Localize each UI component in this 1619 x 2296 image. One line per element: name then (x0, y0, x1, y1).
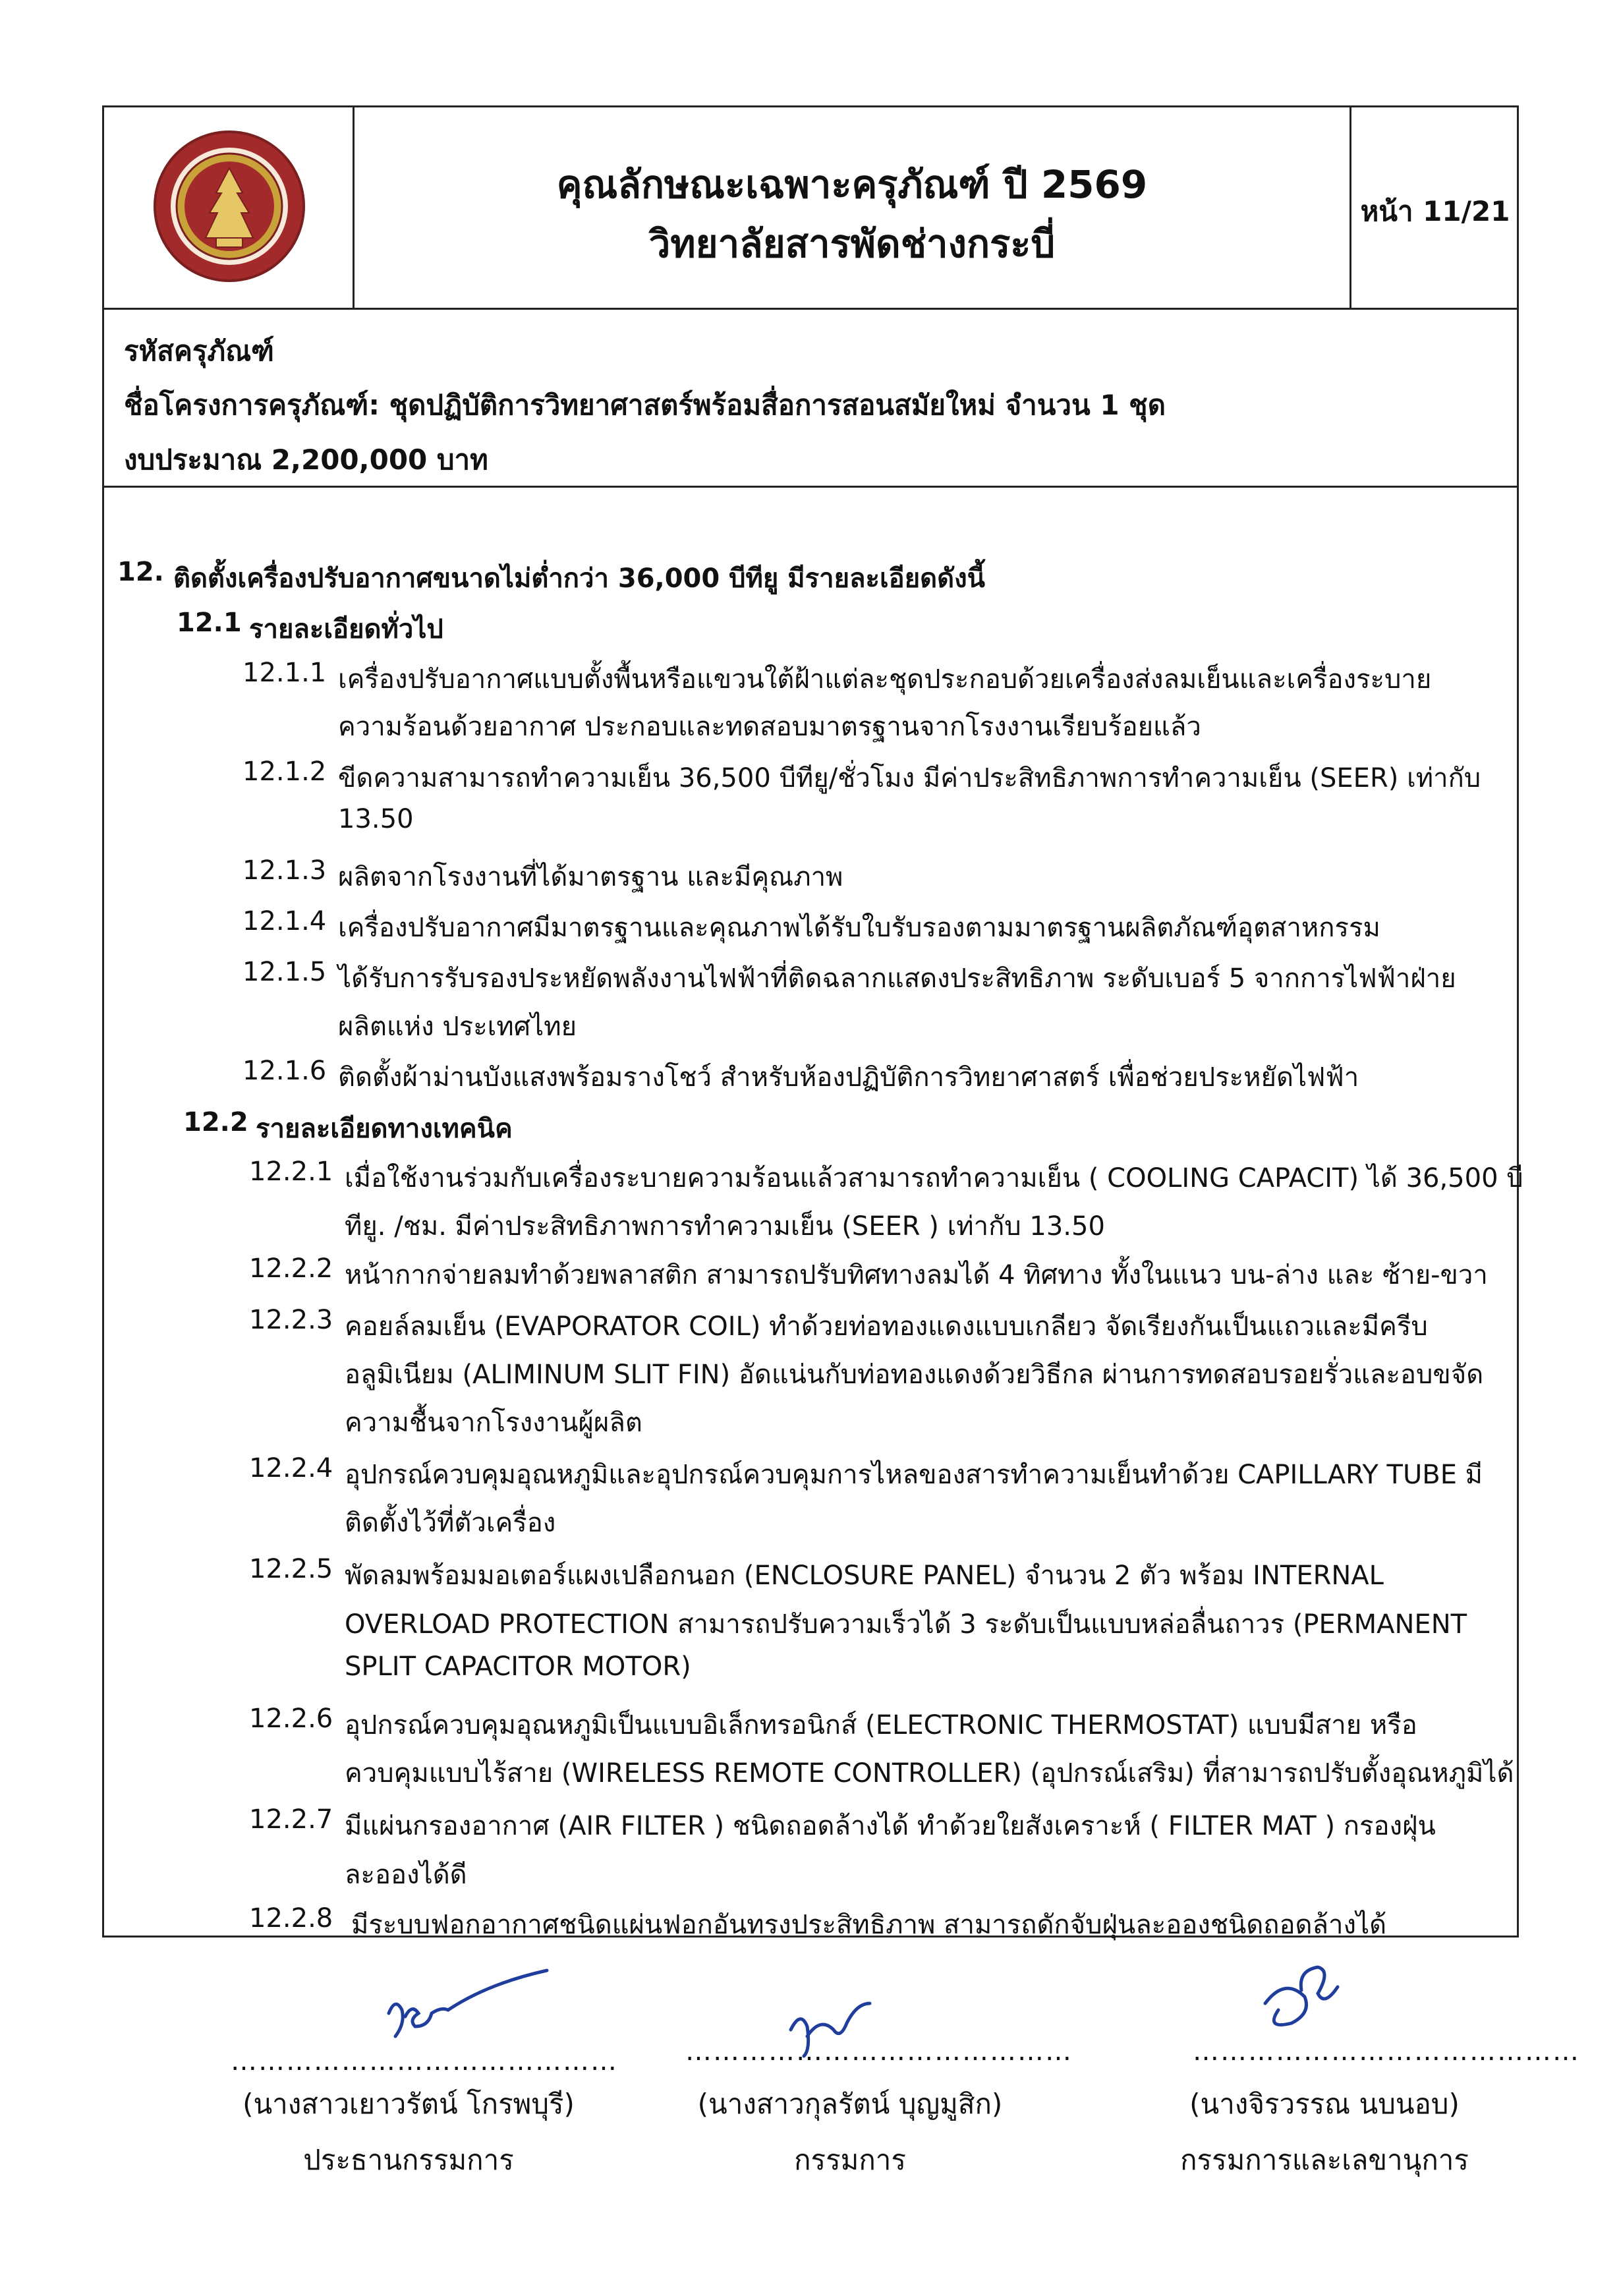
item-number: 12.2.6 (249, 1704, 333, 1734)
item-number: 12.2.3 (249, 1305, 333, 1335)
item-number: 12.2.5 (249, 1554, 333, 1584)
item-text: OVERLOAD PROTECTION สามารถปรับความเร็วได้ 3 ระดับเป็นแบบหล่อลื่นถาวร (PERMANENT (345, 1609, 1467, 1640)
item-text: ผลิตแห่ง ประเทศไทย (338, 1012, 577, 1042)
asset-code-label: รหัสครุภัณฑ์ (124, 335, 275, 367)
signer-name: (นางสาวเยาวรัตน์ โกรพบุรี) (242, 2088, 575, 2120)
item-number: 12.2.7 (249, 1804, 333, 1835)
item-text: อุปกรณ์ควบคุมอุณหภูมิและอุปกรณ์ควบคุมการไหลของสารทำความเย็นทำด้วย CAPILLARY TUBE มี (345, 1460, 1483, 1490)
logo-cell (104, 107, 355, 308)
item-text: ติดตั้งผ้าม่านบังแสงพร้อมรางโชว์ สำหรับห้องปฏิบัติการวิทยาศาสตร์ เพื่อช่วยประหยัดไฟฟ้า (338, 1062, 1359, 1093)
signer-role: กรรมการและเลขานุการ (1180, 2144, 1469, 2176)
signature-line: …………………………………… (231, 2046, 618, 2077)
vec-logo-icon (150, 121, 308, 292)
item-text: มีแผ่นกรองอากาศ (AIR FILTER ) ชนิดถอดล้างได้ ทำด้วยใยสังเคราะห์ ( FILTER MAT ) กรองฝุ่น (345, 1811, 1436, 1841)
page-cell (1349, 107, 1517, 308)
subsection-number: 12.1 (177, 608, 242, 638)
item-number: 12.2.2 (249, 1253, 333, 1284)
item-text: ความร้อนด้วยอากาศ ประกอบและทดสอบมาตรฐานจากโรงงานเรียบร้อยแล้ว (338, 712, 1201, 742)
signer-role: ประธานกรรมการ (303, 2144, 514, 2176)
signer-name: (นางสาวกุลรัตน์ บุญมูสิก) (697, 2088, 1003, 2120)
item-text: ผลิตจากโรงงานที่ได้มาตรฐาน และมีคุณภาพ (338, 862, 843, 892)
item-text: 13.50 (338, 804, 414, 834)
item-number: 12.2.4 (249, 1453, 333, 1483)
item-text: หน้ากากจ่ายลมทำด้วยพลาสติก สามารถปรับทิศทางลมได้ 4 ทิศทาง ทั้งในแนว บน-ล่าง และ ซ้าย-ขวา (345, 1260, 1488, 1290)
college-name: วิทยาลัยสารพัดช่างกระบี่ (648, 221, 1056, 266)
item-text: อุปกรณ์ควบคุมอุณหภูมิเป็นแบบอิเล็กทรอนิกส์ (ELECTRONIC THERMOSTAT) แบบมีสาย หรือ (345, 1710, 1417, 1740)
item-text: ได้รับการรับรองประหยัดพลังงานไฟฟ้าที่ติดฉลากแสดงประสิทธิภาพ ระดับเบอร์ 5 จากการไฟฟ้าฝ่าย (338, 963, 1456, 994)
item-number: 12.1.2 (242, 757, 327, 787)
handwritten-signature-1 (369, 1951, 580, 2050)
signature-line: …………………………………… (685, 2036, 1073, 2067)
subsection-heading: รายละเอียดทางเทคนิค (256, 1114, 513, 1144)
item-text: เครื่องปรับอากาศมีมาตรฐานและคุณภาพได้รับใบรับรองตามมาตรฐานผลิตภัณฑ์อุตสาหกรรม (338, 913, 1380, 943)
spec-box (102, 488, 1523, 1940)
item-text: SPLIT CAPACITOR MOTOR) (345, 1651, 691, 1682)
item-text: ทียู. /ชม. มีค่าประสิทธิภาพการทำความเย็น (SEER ) เท่ากับ 13.50 (345, 1211, 1105, 1242)
item-text: ขีดความสามารถทำความเย็น 36,500 บีทียู/ชั่วโมง มีค่าประสิทธิภาพการทำความเย็น (SEER) เท่ากับ (338, 763, 1481, 793)
item-text: ควบคุมแบบไร้สาย (WIRELESS REMOTE CONTROLLER) (อุปกรณ์เสริม) ที่สามารถปรับตั้งอุณหภูมิได้ (345, 1758, 1514, 1789)
item-number: 12.1.1 (242, 658, 327, 688)
info-box (102, 310, 1519, 488)
item-text: ความชื้นจากโรงงานผู้ผลิต (345, 1408, 642, 1438)
item-text: คอยล์ลมเย็น (EVAPORATOR COIL) ทำด้วยท่อทองแดงแบบเกลียว จัดเรียงกันเป็นแถวและมีครีบ (345, 1311, 1428, 1342)
item-text: พัดลมพร้อมมอเตอร์แผงเปลือกนอก (ENCLOSURE PANEL) จำนวน 2 ตัว พร้อม INTERNAL (345, 1561, 1384, 1591)
item-text: มีระบบฟอกอากาศชนิดแผ่นฟอกอันทรงประสิทธิภาพ สามารถดักจับฝุ่นละอองชนิดถอดล้างได้ (351, 1910, 1387, 1940)
section-number: 12. (117, 557, 164, 587)
signer-name: (นางจิรวรรณ นบนอบ) (1189, 2088, 1460, 2120)
document-title: คุณลักษณะเฉพาะครุภัณฑ์ ปี 2569 (556, 162, 1148, 207)
item-number: 12.2.8 (249, 1903, 333, 1934)
header-box (102, 105, 1519, 310)
project-name: ชื่อโครงการครุภัณฑ์: ชุดปฏิบัติการวิทยาศาสตร์พร้อมสื่อการสอนสมัยใหม่ จำนวน 1 ชุด (124, 389, 1166, 421)
item-text: อลูมิเนียม (ALIMINUM SLIT FIN) อัดแน่นกับท่อทองแดงด้วยวิธีกล ผ่านการทดสอบรอยรั่วและอบขจัด (345, 1360, 1484, 1390)
item-number: 12.1.4 (242, 906, 327, 936)
item-number: 12.2.1 (249, 1157, 333, 1187)
item-number: 12.1.6 (242, 1056, 327, 1086)
signature-line: …………………………………… (1193, 2036, 1580, 2067)
subsection-heading: รายละเอียดทั่วไป (249, 614, 443, 645)
subsection-number: 12.2 (183, 1107, 248, 1137)
section-heading: ติดตั้งเครื่องปรับอากาศขนาดไม่ต่ำกว่า 36,000 บีทียู มีรายละเอียดดังนี้ (173, 563, 985, 594)
item-text: ติดตั้งไว้ที่ตัวเครื่อง (345, 1508, 556, 1538)
budget: งบประมาณ 2,200,000 บาท (124, 444, 488, 476)
item-number: 12.1.3 (242, 855, 327, 886)
page-number: หน้า 11/21 (1360, 195, 1510, 227)
handwritten-signature-3 (1239, 1954, 1357, 2046)
signer-role: กรรมการ (794, 2144, 906, 2176)
item-number: 12.1.5 (242, 957, 327, 987)
item-text: เครื่องปรับอากาศแบบตั้งพื้นหรือแขวนใต้ฝ้าแต่ละชุดประกอบด้วยเครื่องส่งลมเย็นและเครื่องระบาย (338, 664, 1432, 695)
item-text: เมื่อใช้งานร่วมกับเครื่องระบายความร้อนแล้วสามารถทำความเย็น ( COOLING CAPACIT) ได้ 36,500 บี (345, 1163, 1523, 1193)
item-text: ละอองได้ดี (345, 1860, 467, 1890)
